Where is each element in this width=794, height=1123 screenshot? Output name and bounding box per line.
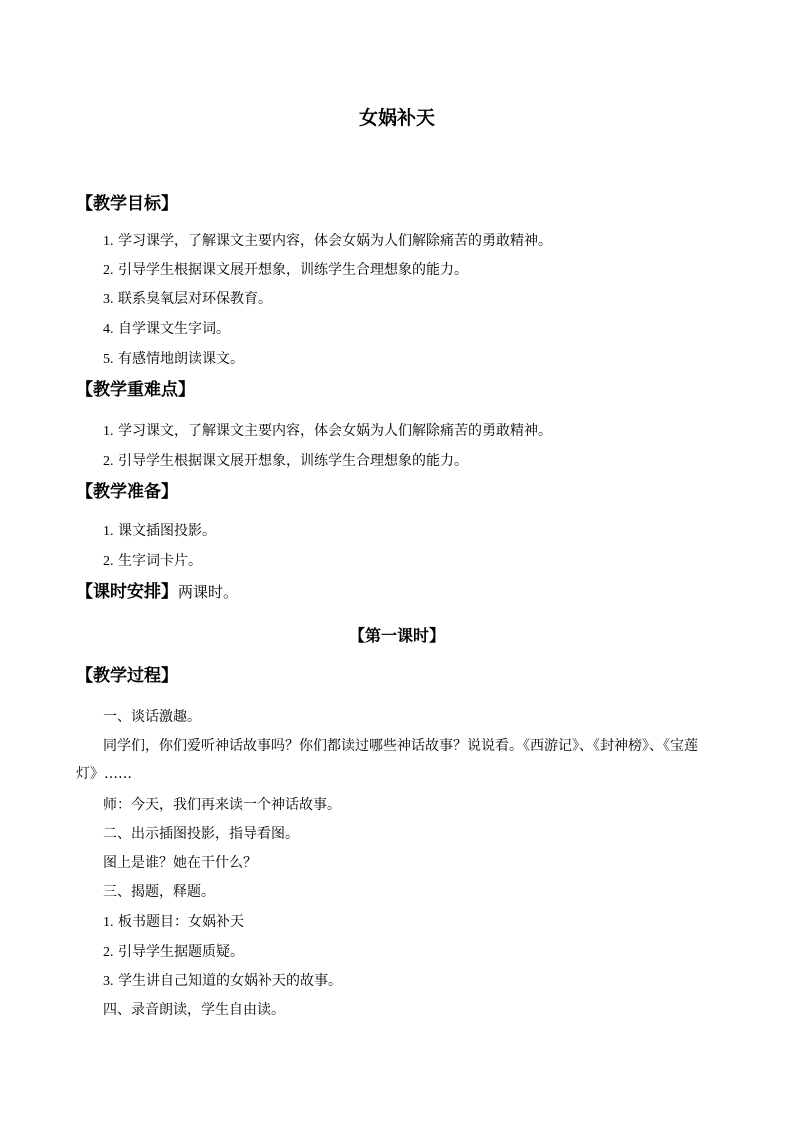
- process-step-2: 二、出示插图投影，指导看图。: [103, 826, 299, 842]
- schedule-text: 两课时。: [178, 583, 239, 601]
- goal-num-2: 2.: [103, 263, 114, 278]
- process-step-4: 四、录音朗读，学生自由读。: [103, 1002, 285, 1018]
- prep-item-1: [103, 520, 216, 543]
- prep-text-1: 课文插图投影。: [117, 523, 216, 539]
- step3-num-3: 3.: [103, 974, 114, 989]
- goal-text-2: 引导学生根据课文展开想象，训练学生合理想象的能力。: [117, 262, 468, 278]
- process-step-3-item-1: [103, 911, 244, 934]
- step3-num-1: 1.: [103, 915, 114, 930]
- process-heading: 【教学过程】: [76, 666, 178, 686]
- goal-text-5: 有感情地朗读课文。: [117, 351, 244, 367]
- process-step-3: 三、揭题，释题。: [103, 884, 215, 900]
- lesson1-heading: 【第一课时】: [348, 626, 445, 645]
- goal-num-4: 4.: [103, 322, 114, 337]
- schedule-line: [76, 580, 238, 604]
- prep-num-2: 2.: [103, 554, 114, 569]
- step3-text-3: 学生讲自己知道的女娲补天的故事。: [117, 973, 342, 989]
- goal-num-5: 5.: [103, 352, 114, 367]
- prep-text-2: 生字词卡片。: [117, 553, 202, 569]
- prep-heading: 【教学准备】: [76, 482, 178, 502]
- schedule-heading: 【课时安排】: [76, 582, 178, 602]
- step3-text-1: 板书题目：女娲补天: [117, 914, 244, 930]
- prep-item-2: [103, 550, 202, 573]
- goal-item-5: [103, 348, 244, 371]
- process-step-3-item-3: [103, 970, 342, 993]
- goal-text-4: 自学课文生字词。: [117, 321, 230, 337]
- page-title: 女娲补天: [358, 107, 435, 129]
- key-point-item-1: [103, 420, 552, 443]
- goals-heading: 【教学目标】: [76, 194, 178, 214]
- key-points-heading: 【教学重难点】: [76, 380, 195, 400]
- key-point-item-2: [103, 450, 468, 473]
- key-point-text-2: 引导学生根据课文展开想象，训练学生合理想象的能力。: [117, 453, 468, 469]
- step3-num-2: 2.: [103, 945, 114, 960]
- process-step-3-item-2: [103, 941, 244, 964]
- goal-text-1: 学习课学，了解课文主要内容，体会女娲为人们解除痛苦的勇敢精神。: [117, 233, 552, 249]
- goal-item-3: [103, 288, 272, 311]
- goal-text-3: 联系臭氧层对环保教育。: [117, 291, 272, 307]
- process-step-1-paragraph: 同学们，你们爱听神话故事吗？你们都读过哪些神话故事？说说看。《西游记》、《封神榜》、《宝莲灯》……: [76, 738, 698, 782]
- prep-num-1: 1.: [103, 524, 114, 539]
- goal-num-3: 3.: [103, 292, 114, 307]
- process-step-1: 一、谈话激趣。: [103, 709, 201, 725]
- process-step-1-teacher: 师：今天，我们再来读一个神话故事。: [103, 797, 341, 813]
- key-point-text-1: 学习课文，了解课文主要内容，体会女娲为人们解除痛苦的勇敢精神。: [117, 423, 552, 439]
- goal-num-1: 1.: [103, 234, 114, 249]
- key-point-num-2: 2.: [103, 454, 114, 469]
- step3-text-2: 引导学生据题质疑。: [117, 944, 244, 960]
- goal-item-4: [103, 318, 230, 341]
- goal-item-2: [103, 259, 468, 282]
- key-point-num-1: 1.: [103, 424, 114, 439]
- goal-item-1: [103, 230, 552, 253]
- process-step-2-question: 图上是谁？她在干什么？: [103, 855, 257, 871]
